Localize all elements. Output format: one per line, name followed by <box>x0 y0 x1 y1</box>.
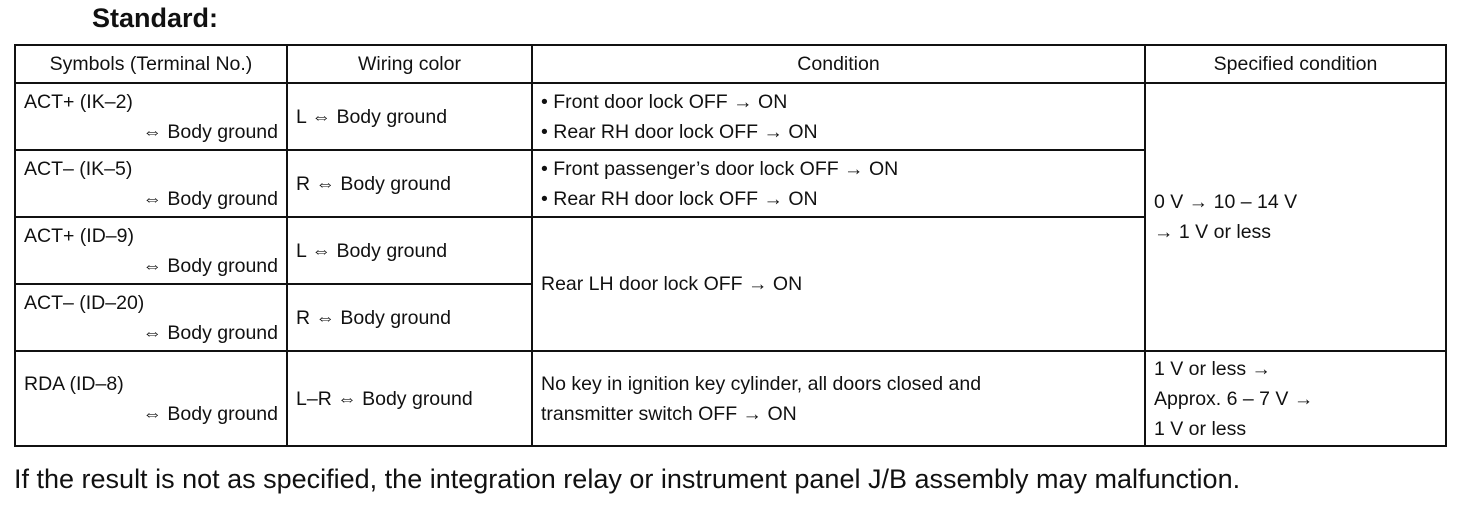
standard-spec-table <box>14 44 1447 447</box>
specified-line: 0 V → 10 – 14 V <box>1154 191 1298 213</box>
condition-line: • Rear RH door lock OFF → ON <box>541 187 818 210</box>
table-row <box>15 83 1446 150</box>
symbol-ground: ⇔ Body ground <box>142 120 278 143</box>
header-specified-condition: Specified condition <box>1145 45 1446 83</box>
malfunction-note: If the result is not as specified, the integration relay or instrument panel J/B assembly may malfunction. <box>14 464 1241 494</box>
symbol-terminal: RDA (ID–8) <box>24 372 124 395</box>
wiring-color-cell: L ⇔ Body ground <box>287 83 532 150</box>
wiring-color-cell: L–R ⇔ Body ground <box>287 351 532 446</box>
condition-line: No key in ignition key cylinder, all doors closed and <box>541 372 982 395</box>
symbol-terminal: ACT– (IK–5) <box>24 157 133 180</box>
wiring-color-cell: R ⇔ Body ground <box>287 284 532 351</box>
symbol-terminal: ACT+ (ID–9) <box>24 224 134 247</box>
condition-cell: Rear LH door lock OFF → ON <box>532 217 1145 351</box>
specified-condition-cell <box>1145 351 1446 446</box>
symbol-ground: ⇔ Body ground <box>142 187 278 210</box>
symbol-ground: ⇔ Body ground <box>142 254 278 277</box>
specified-condition-cell <box>1145 83 1446 351</box>
symbol-terminal: ACT– (ID–20) <box>24 291 145 314</box>
condition-line: • Rear RH door lock OFF → ON <box>541 120 818 143</box>
table-row <box>15 351 1446 446</box>
specified-line: 1 V or less <box>1154 417 1247 440</box>
condition-cell <box>532 351 1145 446</box>
wiring-color-cell: R ⇔ Body ground <box>287 150 532 217</box>
symbol-terminal: ACT+ (IK–2) <box>24 90 133 113</box>
specified-line: → 1 V or less <box>1154 221 1272 243</box>
symbol-cell <box>15 351 287 446</box>
header-condition: Condition <box>532 45 1145 83</box>
symbol-cell <box>15 83 287 150</box>
symbol-cell <box>15 150 287 217</box>
condition-cell <box>532 83 1145 150</box>
condition-line: transmitter switch OFF → ON <box>541 402 797 425</box>
symbol-cell <box>15 217 287 284</box>
symbol-ground: ⇔ Body ground <box>142 402 278 425</box>
condition-cell <box>532 150 1145 217</box>
header-wiring-color: Wiring color <box>287 45 532 83</box>
header-symbols: Symbols (Terminal No.) <box>15 45 287 83</box>
symbol-ground: ⇔ Body ground <box>142 321 278 344</box>
standard-title: Standard: <box>92 3 219 33</box>
specified-line: 1 V or less → <box>1154 357 1272 380</box>
wiring-color-cell: L ⇔ Body ground <box>287 217 532 284</box>
specified-line: Approx. 6 – 7 V → <box>1154 387 1314 410</box>
symbol-cell <box>15 284 287 351</box>
condition-line: • Front passenger’s door lock OFF → ON <box>541 157 899 180</box>
table-header-row <box>15 45 1446 83</box>
condition-line: • Front door lock OFF → ON <box>541 90 788 113</box>
